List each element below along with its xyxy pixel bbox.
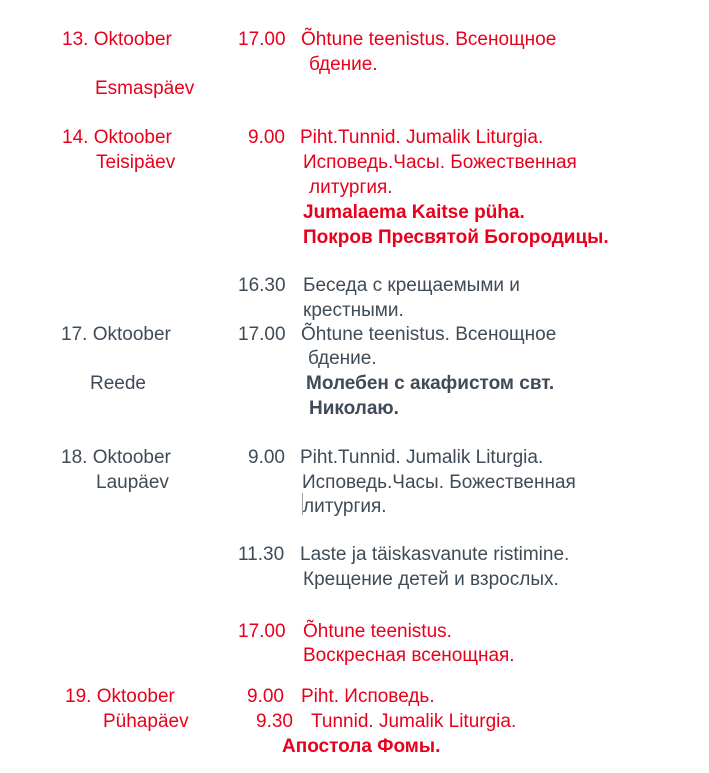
day-date: 19. Oktoober	[65, 686, 175, 707]
day-date: 18. Oktoober	[61, 447, 171, 468]
service-text-continued: бдение.	[308, 348, 377, 369]
service-text: Õhtune teenistus. Всенощное	[301, 324, 557, 345]
service-text: Õhtune teenistus.	[303, 621, 452, 642]
day-weekday: Esmaspäev	[95, 78, 195, 99]
service-text: Беседа с крещаемыми и	[303, 275, 520, 296]
service-text-continued: Исповедь.Часы. Божественная	[303, 152, 577, 173]
service-text: Piht. Исповедь.	[301, 686, 435, 707]
feast-name-ru: Покров Пресвятой Богородицы.	[303, 227, 609, 248]
service-time: 17.00	[238, 324, 286, 345]
service-text-continued: крестными.	[303, 300, 404, 321]
day-weekday: Pühapäev	[103, 711, 189, 732]
service-text: Piht.Tunnid. Jumalik Liturgia.	[300, 447, 544, 468]
service-time: 16.30	[238, 275, 286, 296]
day-weekday: Laupäev	[96, 472, 169, 493]
service-text-continued: Воскресная всенощная.	[303, 645, 515, 666]
service-time: 17.00	[238, 621, 286, 642]
service-time: 11.30	[238, 544, 285, 565]
day-date: 14. Oktoober	[62, 127, 172, 148]
service-time: 9.00	[248, 127, 285, 148]
service-time: 9.00	[247, 686, 284, 707]
feast-name-ru: Апостола Фомы.	[282, 736, 441, 757]
service-text-continued: литургия.	[303, 496, 387, 517]
service-text-continued: Крещение детей и взрослых.	[303, 569, 559, 590]
moleben-text: Молебен с акафистом свт.	[306, 373, 555, 394]
service-text: Tunnid. Jumalik Liturgia.	[311, 711, 517, 732]
day-weekday: Reede	[90, 373, 146, 394]
service-time: 9.00	[248, 447, 285, 468]
service-time: 9.30	[256, 711, 293, 732]
moleben-text-continued: Николаю.	[309, 398, 399, 419]
service-text-continued: Исповедь.Часы. Божественная	[302, 472, 576, 493]
text-cursor	[302, 493, 303, 515]
day-date: 17. Oktoober	[61, 324, 171, 345]
service-text: Piht.Tunnid. Jumalik Liturgia.	[300, 127, 544, 148]
service-text-continued: литургия.	[309, 177, 393, 198]
feast-name-et: Jumalaema Kaitse püha.	[303, 202, 525, 223]
service-text: Õhtune teenistus. Всенощное	[301, 29, 557, 50]
day-weekday: Teisipäev	[96, 152, 176, 173]
day-date: 13. Oktoober	[62, 29, 172, 50]
service-text: Laste ja täiskasvanute ristimine.	[300, 544, 570, 565]
service-text-continued: бдение.	[309, 54, 378, 75]
service-time: 17.00	[238, 29, 286, 50]
